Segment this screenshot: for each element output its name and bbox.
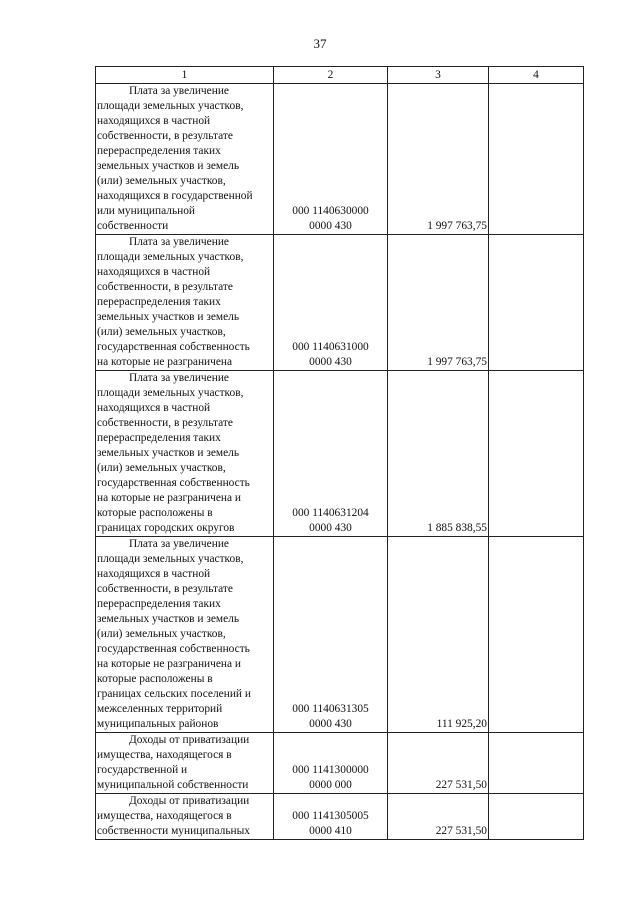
header-col-3: 3	[388, 67, 489, 84]
row-code-line: 0000 430	[309, 220, 352, 232]
row-name-line: площади земельных участков,	[97, 387, 244, 399]
row-code-line: 0000 430	[309, 522, 352, 534]
row-name-line: площади земельных участков,	[97, 251, 244, 263]
row-name-line: Плата за увеличение	[129, 372, 229, 384]
row-name-line: которые расположены в	[97, 507, 213, 519]
row-name-line: площади земельных участков,	[97, 100, 244, 112]
row-name-line: или муниципальной	[97, 205, 196, 217]
row-code-line: 000 1140630000	[292, 205, 369, 217]
row-name-line: перераспределения таких	[97, 296, 221, 308]
row-name-line: границах городских округов	[97, 522, 235, 534]
row-name-line: собственности, в результате	[97, 281, 233, 293]
row-name-line: находящихся в частной	[97, 402, 211, 414]
row-amount-cell: 1 885 838,55	[388, 371, 489, 537]
row-code-cell	[274, 84, 388, 235]
row-name-cell	[96, 235, 274, 371]
row-name-line: Плата за увеличение	[129, 538, 229, 550]
row-name-line: находящихся в государственной	[97, 190, 253, 202]
row-name-line: на которые не разграничена и	[97, 658, 242, 670]
row-name-cell	[96, 733, 274, 794]
row-code-line: 000 1141300000	[292, 764, 369, 776]
row-amount-cell: 1 997 763,75	[388, 84, 489, 235]
row-amount-cell: 111 925,20	[388, 537, 489, 733]
row-name-line: находящихся в частной	[97, 568, 211, 580]
row-code-line: 0000 000	[309, 779, 352, 791]
row-name-line: государственной и	[97, 764, 188, 776]
row-name-line: (или) земельных участков,	[97, 326, 226, 338]
row-name-line: собственности, в результате	[97, 417, 233, 429]
row-name-line: (или) земельных участков,	[97, 628, 226, 640]
table-row	[96, 794, 584, 840]
row-code-cell	[274, 537, 388, 733]
header-col-4: 4	[489, 67, 584, 84]
row-name-line: Доходы от приватизации	[129, 795, 250, 807]
row-name-line: собственности, в результате	[97, 583, 233, 595]
row-name-line: Доходы от приватизации	[129, 734, 250, 746]
row-name-line: которые расположены в	[97, 673, 213, 685]
row-name-line: земельных участков и земель	[97, 613, 240, 625]
row-name-line: находящихся в частной	[97, 266, 211, 278]
row-col4-cell	[489, 794, 584, 840]
row-name-line: собственности, в результате	[97, 130, 233, 142]
header-col-1: 1	[96, 67, 274, 84]
row-name-line: на которые не разграничена	[97, 356, 233, 368]
row-amount-cell: 227 531,50	[388, 733, 489, 794]
row-name-line: на которые не разграничена и	[97, 492, 242, 504]
row-name-line: собственности муниципальных	[97, 825, 250, 837]
row-name-line: границах сельских поселений и	[97, 688, 251, 700]
row-col4-cell	[489, 84, 584, 235]
row-name-line: собственности	[97, 220, 169, 232]
row-name-line: межселенных территорий	[97, 703, 223, 715]
row-code-line: 0000 430	[309, 718, 352, 730]
row-name-line: площади земельных участков,	[97, 553, 244, 565]
table-header-row	[96, 67, 584, 84]
row-code-cell	[274, 371, 388, 537]
row-name-cell	[96, 84, 274, 235]
row-amount-cell: 227 531,50	[388, 794, 489, 840]
row-name-line: земельных участков и земель	[97, 311, 240, 323]
header-col-2: 2	[274, 67, 388, 84]
row-name-line: государственная собственность	[97, 477, 250, 489]
row-name-line: находящихся в частной	[97, 115, 211, 127]
row-col4-cell	[489, 733, 584, 794]
row-name-cell	[96, 794, 274, 840]
row-name-line: муниципальной собственности	[97, 779, 249, 791]
row-name-line: государственная собственность	[97, 643, 250, 655]
page-number: 37	[313, 36, 327, 51]
row-name-line: перераспределения таких	[97, 598, 221, 610]
table-row	[96, 733, 584, 794]
table-row	[96, 84, 584, 235]
row-name-line: (или) земельных участков,	[97, 175, 226, 187]
row-name-line: имущества, находящегося в	[97, 749, 232, 761]
row-name-line: муниципальных районов	[97, 718, 219, 730]
row-name-cell	[96, 371, 274, 537]
row-code-line: 0000 410	[309, 825, 352, 837]
row-code-line: 000 1140631000	[292, 341, 369, 353]
row-col4-cell	[489, 235, 584, 371]
table-row	[96, 235, 584, 371]
row-name-line: земельных участков и земель	[97, 160, 240, 172]
row-name-line: (или) земельных участков,	[97, 462, 226, 474]
row-code-cell	[274, 733, 388, 794]
row-amount-cell: 1 997 763,75	[388, 235, 489, 371]
table-row	[96, 371, 584, 537]
row-code-line: 000 1140631204	[292, 507, 369, 519]
row-name-line: государственная собственность	[97, 341, 250, 353]
row-name-cell	[96, 537, 274, 733]
row-name-line: земельных участков и земель	[97, 447, 240, 459]
table-body	[96, 84, 584, 840]
row-code-cell	[274, 794, 388, 840]
row-code-line: 000 1141305005	[292, 810, 369, 822]
row-name-line: имущества, находящегося в	[97, 810, 232, 822]
table-row	[96, 537, 584, 733]
row-code-line: 0000 430	[309, 356, 352, 368]
revenue-table	[95, 66, 584, 840]
row-name-line: Плата за увеличение	[129, 236, 229, 248]
row-col4-cell	[489, 371, 584, 537]
row-col4-cell	[489, 537, 584, 733]
row-name-line: перераспределения таких	[97, 145, 221, 157]
row-name-line: перераспределения таких	[97, 432, 221, 444]
row-name-line: Плата за увеличение	[129, 85, 229, 97]
row-code-cell	[274, 235, 388, 371]
row-code-line: 000 1140631305	[292, 703, 369, 715]
